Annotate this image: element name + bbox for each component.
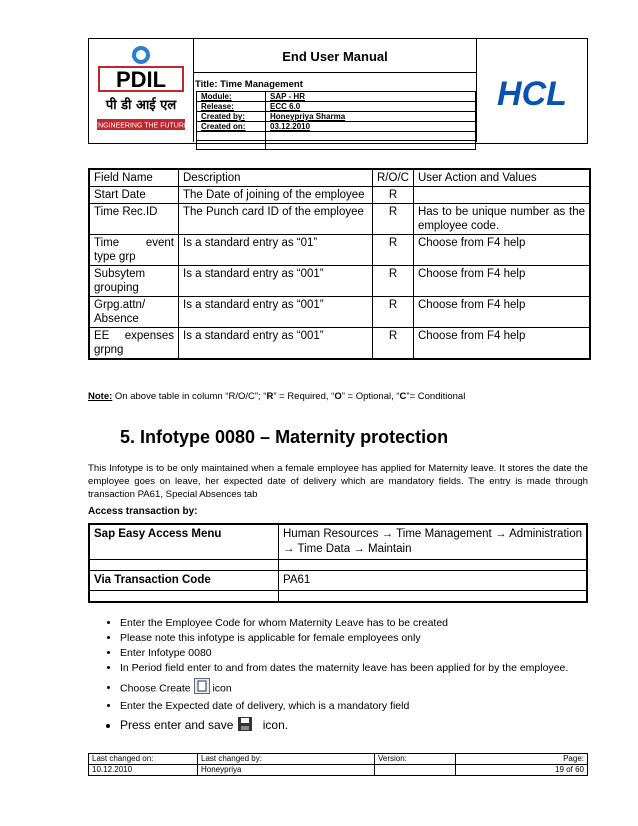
tcode-value: PA61 [279, 571, 588, 591]
col-header: Description [179, 169, 373, 187]
table-header-row [89, 169, 590, 187]
table-row: Subsytem grouping Is a standard entry as “001” R Choose from F4 help [89, 266, 590, 297]
table-row: Time event type grp Is a standard entry as “01” R Choose from F4 help [89, 235, 590, 266]
table-row [89, 524, 587, 560]
footer-header-row: Last changed on: Last changed by: Version: Page: [89, 754, 588, 765]
list-item: • Press enter and save icon. [120, 716, 610, 736]
table-row: Time Rec.ID The Punch card ID of the employee R Has to be unique number as the employee code. [89, 204, 590, 235]
document-header [88, 38, 588, 144]
pdil-logo-hindi: पी डी आई एल [105, 98, 177, 113]
field-table [88, 168, 591, 360]
menu-label: Sap Easy Access Menu [89, 524, 279, 560]
instruction-list [100, 616, 610, 736]
save-icon [237, 716, 253, 736]
list-item: • Enter Infotype 0080 [120, 646, 610, 661]
create-icon [194, 678, 210, 699]
page-number: 19 of 60 [456, 765, 588, 776]
col-header: Field Name [89, 169, 179, 187]
meta-table: Module: SAP - HR Release: ECC 6.0 Created by: Honeypriya Sharma Created on: 03.12.2010 [196, 91, 476, 150]
pdil-logo [89, 39, 194, 142]
access-label: Access transaction by: [88, 506, 198, 517]
table-row: Grpg.attn/ Absence Is a standard entry as “001” R Choose from F4 help [89, 297, 590, 328]
table-row [89, 571, 587, 591]
list-item: • In Period field enter to and from dates the maternity leave has been applied for by the employee. [120, 661, 610, 676]
tcode-label: Via Transaction Code [89, 571, 279, 591]
intro-paragraph: This Infotype is to be only maintained when a female employee has applied for Maternity leave. It stores the date the employee goes on leave, her expected date of delivery which are mandatory fields. The entry is made through transaction PA61, Special Absences tab [88, 463, 588, 500]
hcl-logo [476, 39, 587, 142]
footer-value-row: 10.12.2010 Honeypriya 19 of 60 [89, 765, 588, 776]
table-row: EE expenses grpng Is a standard entry as “001” R Choose from F4 help [89, 328, 590, 360]
access-table [88, 523, 588, 603]
table-row: Start Date The Date of joining of the employee R [89, 187, 590, 204]
doc-title: End User Manual [282, 49, 388, 64]
section-heading: 5. Infotype 0080 – Maternity protection [120, 427, 449, 447]
col-header: R/O/C [373, 169, 414, 187]
hcl-logo-text: HCL [497, 75, 567, 113]
footer-table [88, 753, 588, 776]
table-note: Note: On above table in column “R/O/C”; “R” = Required, “O” = Optional, “C”= Conditional [88, 391, 466, 402]
list-item: • Choose Create icon [120, 678, 610, 699]
list-item: • Enter the Employee Code for whom Maternity Leave has to be created [120, 616, 610, 631]
list-item: • Enter the Expected date of delivery, which is a mandatory field [120, 699, 610, 714]
doc-subtitle: Title: Time Management [195, 79, 303, 90]
col-header: User Action and Values [413, 169, 590, 187]
menu-path: Human Resources → Time Management → Administration → Time Data → Maintain [279, 524, 588, 560]
header-center [193, 39, 477, 142]
pdil-logo-tagline: ENGINEERING THE FUTURE [93, 122, 189, 130]
list-item: • Please note this infotype is applicable for female employees only [120, 631, 610, 646]
pdil-logo-text: PDIL [115, 67, 167, 92]
